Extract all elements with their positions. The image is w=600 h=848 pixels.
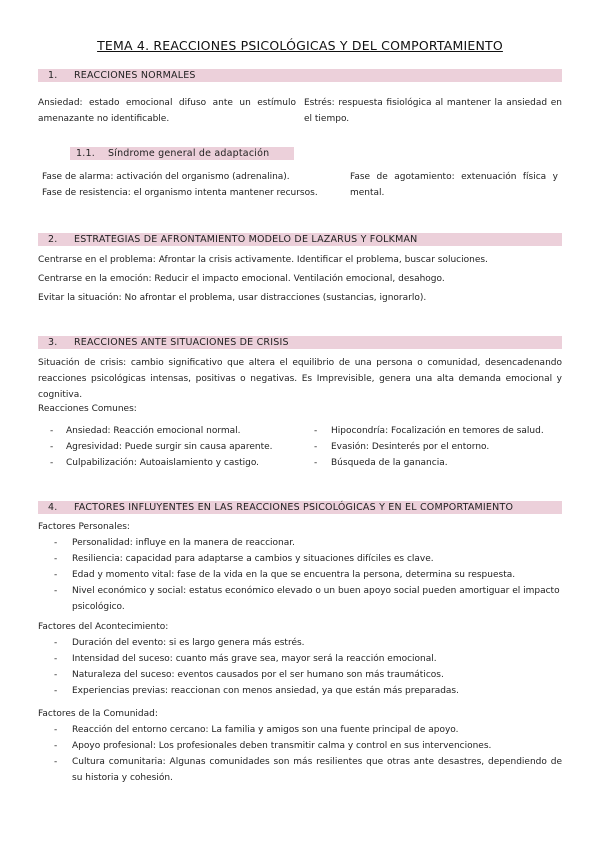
section-header-2 [38, 233, 562, 246]
fase-alarma: Fase de alarma: activación del organismo (adrenalina). [42, 172, 290, 182]
list-item: Evasión: Desinterés por el entorno. [331, 442, 490, 452]
factores-comunidad-label: Factores de la Comunidad: [38, 709, 158, 719]
list-dash: - [50, 442, 54, 452]
list-dash: - [54, 554, 58, 564]
list-dash: - [314, 442, 318, 452]
list-dash: - [54, 638, 58, 648]
list-item: Hipocondría: Focalización en temores de salud. [331, 426, 544, 436]
list-item: Nivel económico y social: estatus económico elevado o un buen apoyo social pueden amortiguar el impacto psicológico. [72, 586, 560, 612]
section-header-1 [38, 69, 562, 82]
list-item: Naturaleza del suceso: eventos causados por el ser humano son más traumáticos. [72, 670, 444, 680]
list-dash: - [54, 741, 58, 751]
situacion-crisis: Situación de crisis: cambio significativo que altera el equilibrio de una persona o comunidad, desencadenando reacciones psicológicas intensas, positivas o negativas. Es Imprevisible, genera una alta demanda emocional y cognitiva. [38, 358, 562, 400]
fase-agotamiento: Fase de agotamiento: extenuación física y mental. [350, 172, 558, 198]
subsection-header-1-1 [70, 147, 294, 160]
section-number: 4. [48, 502, 58, 513]
subsection-title: Síndrome general de adaptación [108, 148, 270, 159]
list-item: Reacción del entorno cercano: La familia y amigos son una fuente principal de apoyo. [72, 725, 459, 735]
list-dash: - [50, 426, 54, 436]
list-dash: - [54, 570, 58, 580]
section-number: 2. [48, 234, 58, 245]
list-item: Cultura comunitaria: Algunas comunidades son más resilientes que otras ante desastres, dependiendo de su historia y cohesión. [72, 757, 562, 783]
page-title: TEMA 4. REACCIONES PSICOLÓGICAS Y DEL COMPORTAMIENTO [97, 38, 503, 53]
list-dash: - [54, 538, 58, 548]
ansiedad-definition: Ansiedad: estado emocional difuso ante un estímulo amenazante no identificable. [38, 98, 296, 124]
subsection-number: 1.1. [76, 148, 95, 159]
list-item: Agresividad: Puede surgir sin causa aparente. [66, 442, 273, 452]
list-item: Culpabilización: Autoaislamiento y castigo. [66, 458, 260, 468]
section-number: 3. [48, 337, 58, 348]
estrategia-evitar: Evitar la situación: No afrontar el problema, usar distracciones (sustancias, ignorarlo). [38, 293, 427, 303]
list-item: Experiencias previas: reaccionan con menos ansiedad, ya que están más preparadas. [72, 686, 459, 696]
factores-personales-label: Factores Personales: [38, 522, 130, 532]
list-item: Duración del evento: si es largo genera más estrés. [72, 638, 305, 648]
list-dash: - [54, 686, 58, 696]
section-header-3 [38, 336, 562, 349]
list-item: Resiliencia: capacidad para adaptarse a cambios y situaciones difíciles es clave. [72, 554, 434, 564]
list-dash: - [314, 426, 318, 436]
list-item: Edad y momento vital: fase de la vida en la que se encuentra la persona, determina su respuesta. [72, 570, 516, 580]
estres-definition: Estrés: respuesta fisiológica al mantener la ansiedad en el tiempo. [304, 98, 562, 124]
list-item: Ansiedad: Reacción emocional normal. [66, 426, 241, 436]
list-dash: - [314, 458, 318, 468]
list-dash: - [54, 757, 58, 767]
section-title: ESTRATEGIAS DE AFRONTAMIENTO MODELO DE LAZARUS Y FOLKMAN [74, 234, 418, 245]
reacciones-comunes-label: Reacciones Comunes: [38, 404, 137, 414]
list-dash: - [50, 458, 54, 468]
factores-acontecimiento-label: Factores del Acontecimiento: [38, 622, 169, 632]
section-title: REACCIONES NORMALES [74, 70, 196, 81]
section-number: 1. [48, 70, 58, 81]
list-dash: - [54, 586, 58, 596]
list-item: Búsqueda de la ganancia. [331, 458, 448, 468]
list-item: Personalidad: influye en la manera de reaccionar. [72, 538, 295, 548]
section-title: FACTORES INFLUYENTES EN LAS REACCIONES PSICOLÓGICAS Y EN EL COMPORTAMIENTO [74, 502, 514, 513]
estrategia-emocion: Centrarse en la emoción: Reducir el impacto emocional. Ventilación emocional, desahogo. [38, 274, 445, 284]
fase-resistencia: Fase de resistencia: el organismo intenta mantener recursos. [42, 188, 318, 198]
estrategia-problema: Centrarse en el problema: Afrontar la crisis activamente. Identificar el problema, buscar soluciones. [38, 255, 488, 265]
list-item: Apoyo profesional: Los profesionales deben transmitir calma y control en sus intervenciones. [72, 741, 492, 751]
list-dash: - [54, 654, 58, 664]
list-dash: - [54, 725, 58, 735]
list-dash: - [54, 670, 58, 680]
section-header-4 [38, 501, 562, 514]
section-title: REACCIONES ANTE SITUACIONES DE CRISIS [74, 337, 289, 348]
list-item: Intensidad del suceso: cuanto más grave sea, mayor será la reacción emocional. [72, 654, 437, 664]
